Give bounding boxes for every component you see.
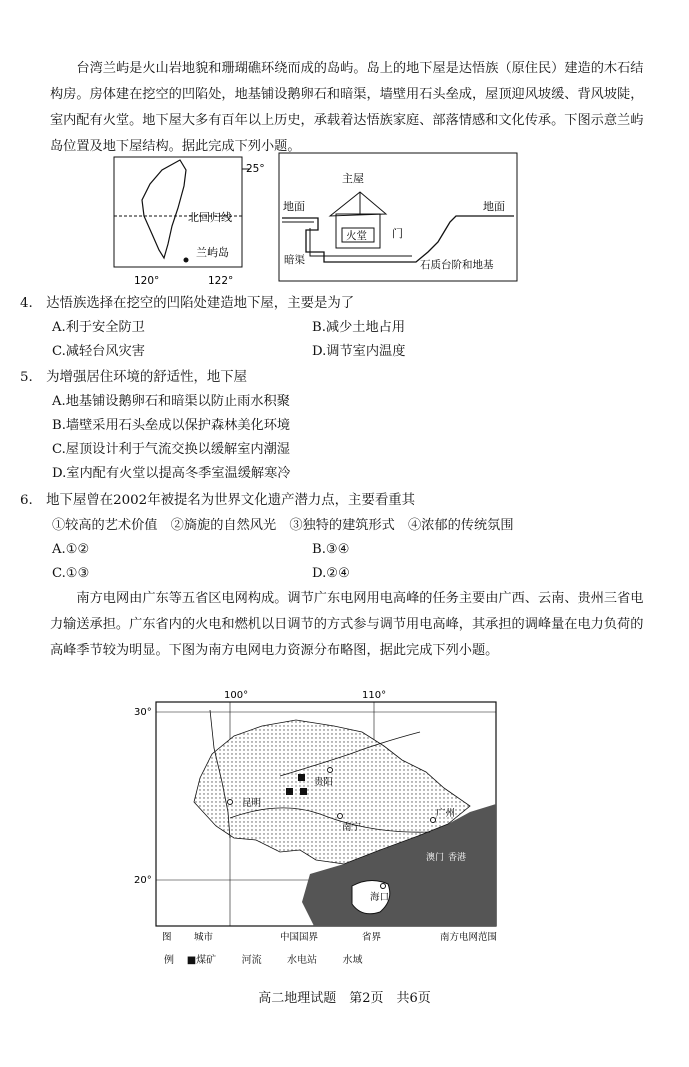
lat-30-label: 30° — [134, 707, 152, 718]
southern-grid-map — [130, 688, 500, 950]
lon-100-label: 100° — [224, 690, 249, 701]
q4-option-c: C.减轻台风灾害 — [52, 344, 145, 359]
q5-stem: 5. 为增强居住环境的舒适性，地下屋 — [20, 370, 248, 385]
city-xianggang: 香港 — [448, 853, 467, 863]
underground-house-diagram — [278, 152, 518, 282]
map-legend — [162, 931, 497, 943]
door-label: 门 — [392, 227, 403, 240]
q6-stem: 6. 地下屋曾在2002年被提名为世界文化遗产潜力点，主要看重其 — [20, 493, 416, 508]
city-nanning: 南宁 — [342, 822, 362, 833]
legend-range: 南方电网范围 — [440, 932, 498, 943]
legend-hydro: 水电站 — [287, 955, 318, 966]
q6-items: ①较高的艺术价值 ②旖旎的自然风光 ③独特的建筑形式 ④浓郁的传统氛围 — [52, 518, 514, 533]
q4-stem: 4. 达悟族选择在挖空的凹陷处建造地下屋，主要是为了 — [20, 296, 355, 311]
lon-110-label: 110° — [362, 690, 387, 701]
city-kunming: 昆明 — [242, 798, 262, 809]
page-footer: 高二地理试题 第2页 共6页 — [258, 991, 431, 1006]
lanyu-location-map — [100, 152, 280, 292]
city-guangzhou: 广州 — [436, 808, 456, 819]
city-guiyang: 贵阳 — [314, 777, 334, 788]
q4-option-a: A.利于安全防卫 — [52, 320, 145, 335]
q5-option-c: C.屋顶设计利于气流交换以缓解室内潮湿 — [52, 442, 290, 457]
legend-water: 水域 — [342, 955, 363, 966]
taiwan-island — [142, 160, 186, 258]
q6-option-b: B.③④ — [312, 542, 350, 557]
legend-coal: 煤矿 — [196, 955, 217, 966]
city-aomen: 澳门 — [426, 853, 445, 863]
q6-option-d: D.②④ — [312, 566, 350, 581]
lat-20-label: 20° — [134, 875, 152, 886]
tropic-label: 北回归线 — [188, 211, 232, 224]
lon-120-label: 120° — [134, 275, 160, 287]
q5-option-d: D.室内配有火堂以提高冬季室温缓解寒冷 — [52, 466, 291, 481]
lanyu-island — [184, 258, 189, 263]
q5-option-a: A.地基铺设鹅卵石和暗渠以防止雨水积聚 — [52, 394, 290, 409]
lon-122-label: 122° — [208, 275, 234, 287]
q6-option-a: A.①② — [52, 542, 90, 557]
hearth-label: 火堂 — [346, 230, 367, 242]
ground-left-label: 地面 — [283, 200, 305, 213]
lanyu-label: 兰屿岛 — [196, 246, 229, 259]
legend-tu: 图 — [162, 932, 172, 943]
passage-1: 台湾兰屿是火山岩地貌和珊瑚礁环绕而成的岛屿。岛上的地下屋是达悟族（原住民）建造的木石结构房。房体建在挖空的凹陷处，地基铺设鹅卵石和暗渠，墙壁用石头垒成，屋顶迎风坡缓、背风坡陡，室内配有火堂。地下屋大多有百年以上历史，承载着达悟族家庭、部落情感和文化传承。下图示意兰屿岛位置及地下屋结构。据此完成下列小题。 — [50, 61, 644, 154]
legend-li: 例 — [164, 955, 174, 966]
legend-border: 中国国界 — [280, 932, 319, 943]
legend-city: 城市 — [194, 932, 214, 943]
ground-right-label: 地面 — [483, 200, 505, 213]
legend-row-2: 例 ■煤矿 河流 水电站 水域 — [164, 955, 363, 966]
legend-province: 省界 — [362, 932, 382, 943]
q5-option-b: B.墙壁采用石头垒成以保护森林美化环境 — [52, 418, 291, 433]
q4-option-d: D.调节室内温度 — [312, 344, 406, 359]
lat-25-label: 25° — [246, 163, 265, 175]
q4-option-b: B.减少土地占用 — [312, 320, 406, 335]
passage-2: 南方电网由广东等五省区电网构成。调节广东电网用电高峰的任务主要由广西、云南、贵州三省电力输送承担。广东省内的火电和燃机以日调节的方式参与调节用电高峰，其承担的调峰量在电力负荷的高峰季节较为明显。下图为南方电网电力资源分布略图，据此完成下列小题。 — [50, 591, 644, 658]
city-haikou: 海口 — [370, 892, 390, 903]
drain-label: 暗渠 — [284, 254, 305, 266]
legend-river: 河流 — [241, 955, 262, 966]
main-house-label: 主屋 — [342, 172, 364, 185]
q6-option-c: C.①③ — [52, 566, 90, 581]
house-roof — [330, 192, 386, 216]
base-label: 石质台阶和地基 — [420, 259, 494, 271]
